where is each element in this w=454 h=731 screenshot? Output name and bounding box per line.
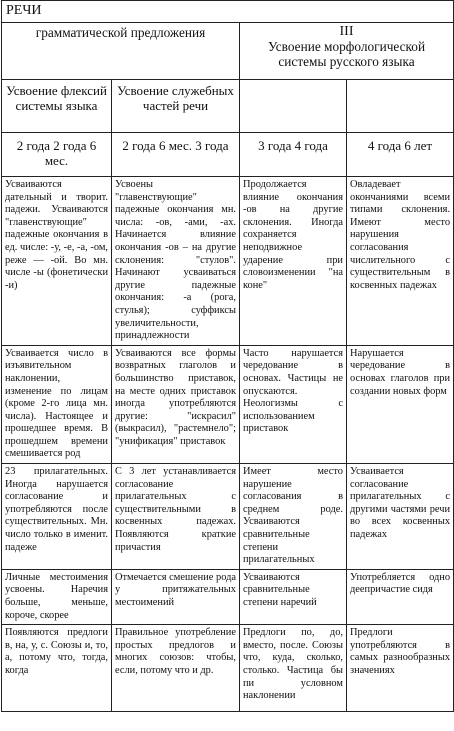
subheading-row xyxy=(2,80,454,133)
section-heading-grammar-text: грамматической предложения xyxy=(35,25,206,40)
age-row xyxy=(2,133,454,177)
age-cell: 4 года 6 лет xyxy=(347,133,454,177)
subheading-empty-3 xyxy=(240,80,347,133)
table-cell: Овладевает окончаниями всеми типами склонения. Имеют место нарушения согласования числительного с существительным в косвенных падежах xyxy=(347,177,454,346)
table-cell: Нарушается чередование в основах глаголов при создании новых форм xyxy=(347,345,454,463)
table-title: РЕЧИ xyxy=(2,1,454,23)
table-cell: Имеет место нарушение согласования в среднем роде. Усваиваются сравнительные степени прилагательных xyxy=(240,464,347,570)
table-row xyxy=(2,625,454,712)
age-cell: 2 года 2 года 6 мес. xyxy=(2,133,112,177)
table-row xyxy=(2,569,454,624)
table-cell: Усваивается согласование прилагательных с другими частями речи во всех косвенных падежах xyxy=(347,464,454,570)
table-row xyxy=(2,345,454,463)
subheading-function-words: Усвоение служебных частей речи xyxy=(112,80,240,133)
table-cell: Усвоены "главенствующие" падежные окончания мн. числа: -ов, -ами, -ах. Начинается влияние окончания -ов – на другие склонения: "стулов". Начинают усваиваться другие падежные окончания: -а (рога, стулья); суффиксы увеличительности, принадлежности xyxy=(112,177,240,346)
table-row xyxy=(2,177,454,346)
table-cell: Часто нарушается чередование в основах. Частицы не опускаются. Неологизмы с использованием приставок xyxy=(240,345,347,463)
table-cell: Усваиваются все формы возвратных глаголов и большинство приставок, на месте одних приставок иногда употребляются другие: "искрасил" (выкрасил), "растемнело"; "унификация" приставок xyxy=(112,345,240,463)
age-cell: 2 года 6 мес. 3 года xyxy=(112,133,240,177)
section-heading-grammar xyxy=(2,23,240,80)
table-cell: Усваиваются дательный и творит. падежи. Усваиваются "главенствующие" падежные окончания в ед. числе: -у, -е, -а, -ом, реже — -ой. Во мн. числе -ы (фонетически -и) xyxy=(2,177,112,346)
table-row xyxy=(2,464,454,570)
table-cell: Употребляется одно деепричастие сидя xyxy=(347,569,454,624)
section-heading-morphology xyxy=(240,23,454,80)
subheading-inflections: Усвоение флексий системы языка xyxy=(2,80,112,133)
section-heading-row xyxy=(2,23,454,80)
table-cell: Усваивается число в изъявительном наклонении, изменение по лицам (кроме 2-го лица мн. числа). Настоящее и прошедшее время. В прошедшем времени смешивается род xyxy=(2,345,112,463)
table-cell: Предлоги употребляются в самых разнообразных значениях xyxy=(347,625,454,712)
table-cell: 23 прилагательных. Иногда нарушается согласование и употребляются после существительных. Мн. число только в именит. падеже xyxy=(2,464,112,570)
table-cell: Отмечается смешение рода у притяжательных местоимений xyxy=(112,569,240,624)
subheading-empty-4 xyxy=(347,80,454,133)
table-cell: Появляются предлоги в, на, у, с. Союзы и, то, а, потому что, тогда, когда xyxy=(2,625,112,712)
section-heading-morphology-text: Усвоение морфологической системы русского языка xyxy=(267,39,426,69)
table-title-row xyxy=(2,1,454,23)
table-cell: Предлоги по, до, вместо, после. Союзы что, куда, сколько, столько. Частица бы пи условном наклонении xyxy=(240,625,347,712)
table-cell: С 3 лет устанавливается согласование прилагательных с существительными в косвенных падежах. Появляются краткие причастия xyxy=(112,464,240,570)
speech-development-table xyxy=(1,0,454,712)
table-cell: Усваиваются сравнительные степени наречий xyxy=(240,569,347,624)
age-cell: 3 года 4 года xyxy=(240,133,347,177)
table-cell: Правильное употребление простых предлогов и многих союзов: чтобы, если, потому что и др. xyxy=(112,625,240,712)
section-numeral: III xyxy=(339,24,354,39)
table-cell: Личные местоимения усвоены. Наречия больше, меньше, короче, скорее xyxy=(2,569,112,624)
table-cell: Продолжается влияние окончания -ов на другие склонения. Иногда сохраняется неподвижное ударение при словоизменении "на коне" xyxy=(240,177,347,346)
